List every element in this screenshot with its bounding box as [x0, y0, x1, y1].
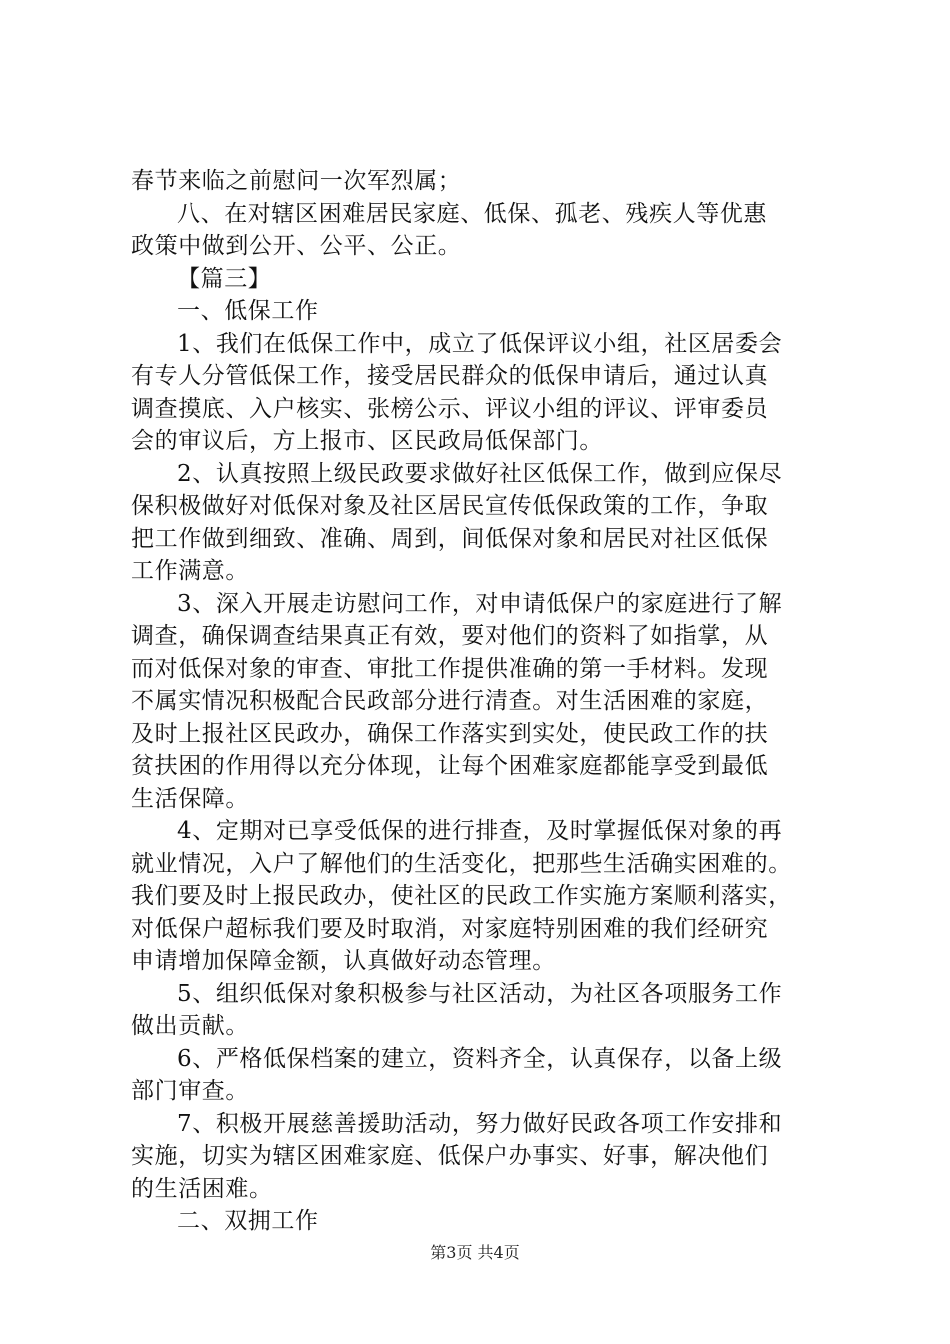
text-line: 而对低保对象的审查、审批工作提供准确的第一手材料。发现	[131, 655, 769, 682]
text-line: 的生活困难。	[131, 1175, 273, 1202]
page-footer	[0, 1243, 950, 1263]
text-line: 有专人分管低保工作，接受居民群众的低保申请后，通过认真	[131, 363, 769, 389]
text-line: 5、组织低保对象积极参与社区活动，为社区各项服务工作	[177, 980, 783, 1007]
text-line: 不属实情况积极配合民政部分进行清查。对生活困难的家庭，	[131, 688, 769, 714]
text-line: 3、深入开展走访慰问工作，对申请低保户的家庭进行了解	[177, 590, 783, 617]
text-line: 调查，确保调查结果真正有效，要对他们的资料了如指掌，从	[131, 623, 769, 649]
text-line: 生活保障。	[131, 785, 249, 812]
text-line: 我们要及时上报民政办，使社区的民政工作实施方案顺利落实，	[131, 883, 792, 909]
text-line: 及时上报社区民政办，确保工作落实到实处，使民政工作的扶	[131, 720, 769, 747]
page-number-label: 第3页 共4页	[430, 1243, 520, 1262]
text-line: 对低保户超标我们要及时取消，对家庭特别困难的我们经研究	[131, 915, 769, 942]
document-body	[131, 165, 831, 1238]
text-line: 政策中做到公开、公平、公正。	[131, 233, 462, 259]
text-line: 八、在对辖区困难居民家庭、低保、孤老、残疾人等优惠	[177, 200, 767, 227]
text-line: 调查摸底、入户核实、张榜公示、评议小组的评议、评审委员	[131, 395, 769, 422]
text-line: 申请增加保障金额，认真做好动态管理。	[131, 948, 556, 974]
text-line: 部门审查。	[131, 1078, 249, 1104]
text-line: 实施，切实为辖区困难家庭、低保户办事实、好事，解决他们	[131, 1143, 769, 1169]
text-line: 一、低保工作	[177, 298, 319, 324]
text-line: 工作满意。	[131, 558, 249, 584]
text-line: 6、严格低保档案的建立，资料齐全，认真保存，以备上级	[177, 1045, 783, 1072]
text-line: 会的审议后，方上报市、区民政局低保部门。	[131, 428, 603, 454]
text-line: 7、积极开展慈善援助活动，努力做好民政各项工作安排和	[177, 1110, 783, 1137]
text-line: 贫扶困的作用得以充分体现，让每个困难家庭都能享受到最低	[131, 753, 769, 779]
text-line: 就业情况，入户了解他们的生活变化，把那些生活确实困难的。	[131, 850, 792, 877]
text-line: 【篇三】	[177, 265, 272, 292]
text-line: 2、认真按照上级民政要求做好社区低保工作，做到应保尽	[177, 460, 783, 487]
text-line: 保积极做好对低保对象及社区居民宣传低保政策的工作，争取	[131, 493, 769, 519]
text-line: 1、我们在低保工作中，成立了低保评议小组，社区居委会	[177, 330, 783, 357]
text-line: 4、定期对已享受低保的进行排查，及时掌握低保对象的再	[177, 818, 783, 844]
text-line: 春节来临之前慰问一次军烈属；	[131, 168, 462, 194]
text-line: 把工作做到细致、准确、周到，间低保对象和居民对社区低保	[131, 525, 769, 552]
text-line: 做出贡献。	[131, 1013, 249, 1039]
text-line: 二、双拥工作	[177, 1208, 319, 1234]
